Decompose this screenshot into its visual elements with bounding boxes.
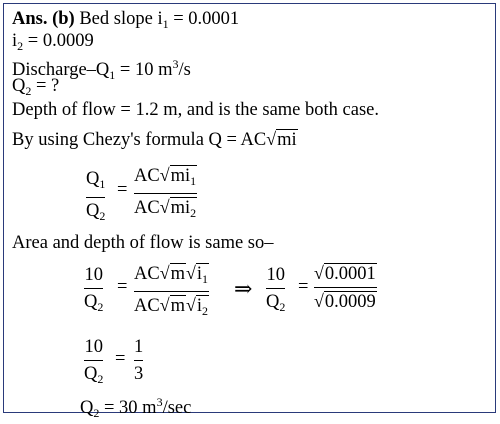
depth-line: Depth of flow = 1.2 m, and is the same both case.	[12, 100, 379, 120]
final-answer-line: $Q_2 = 30$ $m^3/\sec$	[80, 395, 192, 420]
q-ratio-fraction: $Q_1$ $Q_2$	[86, 169, 106, 223]
equals-sign: =	[117, 277, 128, 297]
answer-label: Ans. (b)	[12, 9, 75, 29]
area-depth-line: Area and depth of flow is same so–	[12, 233, 274, 253]
equals-sign: =	[298, 277, 309, 297]
implies-arrow: ⇒	[234, 276, 253, 301]
discharge-line: Discharge–$Q_1 = 10$ $m^3/s$	[12, 57, 191, 82]
unknown-discharge-line: $Q_2$ = ?	[12, 76, 60, 98]
slope-root-fraction: $AC√m√i_1$ $AC√m√i_2$	[134, 262, 209, 321]
one-third-fraction: 1 3	[134, 337, 144, 384]
ten-over-q2-fraction: 10 $Q_2$	[84, 265, 104, 314]
chezy-ratio-fraction: $AC√mi_1$ $AC√mi_2$	[134, 164, 197, 223]
equals-sign: =	[115, 349, 126, 369]
chezy-formula-line: By using Chezy's formula Q = AC√mi	[12, 129, 297, 150]
equals-sign: =	[117, 180, 128, 200]
ten-over-q2-fraction-second: 10 $Q_2$	[266, 265, 286, 314]
ten-over-q2-simplified: 10 $Q_2$	[84, 337, 104, 386]
slope-two-line: $i_2 = 0.0009$	[12, 31, 94, 53]
bed-slope-line: Ans. (b) Bed slope $i_1 = 0.0001$	[12, 9, 240, 31]
slope-values-fraction: √0.0001 √0.0009	[314, 263, 376, 312]
